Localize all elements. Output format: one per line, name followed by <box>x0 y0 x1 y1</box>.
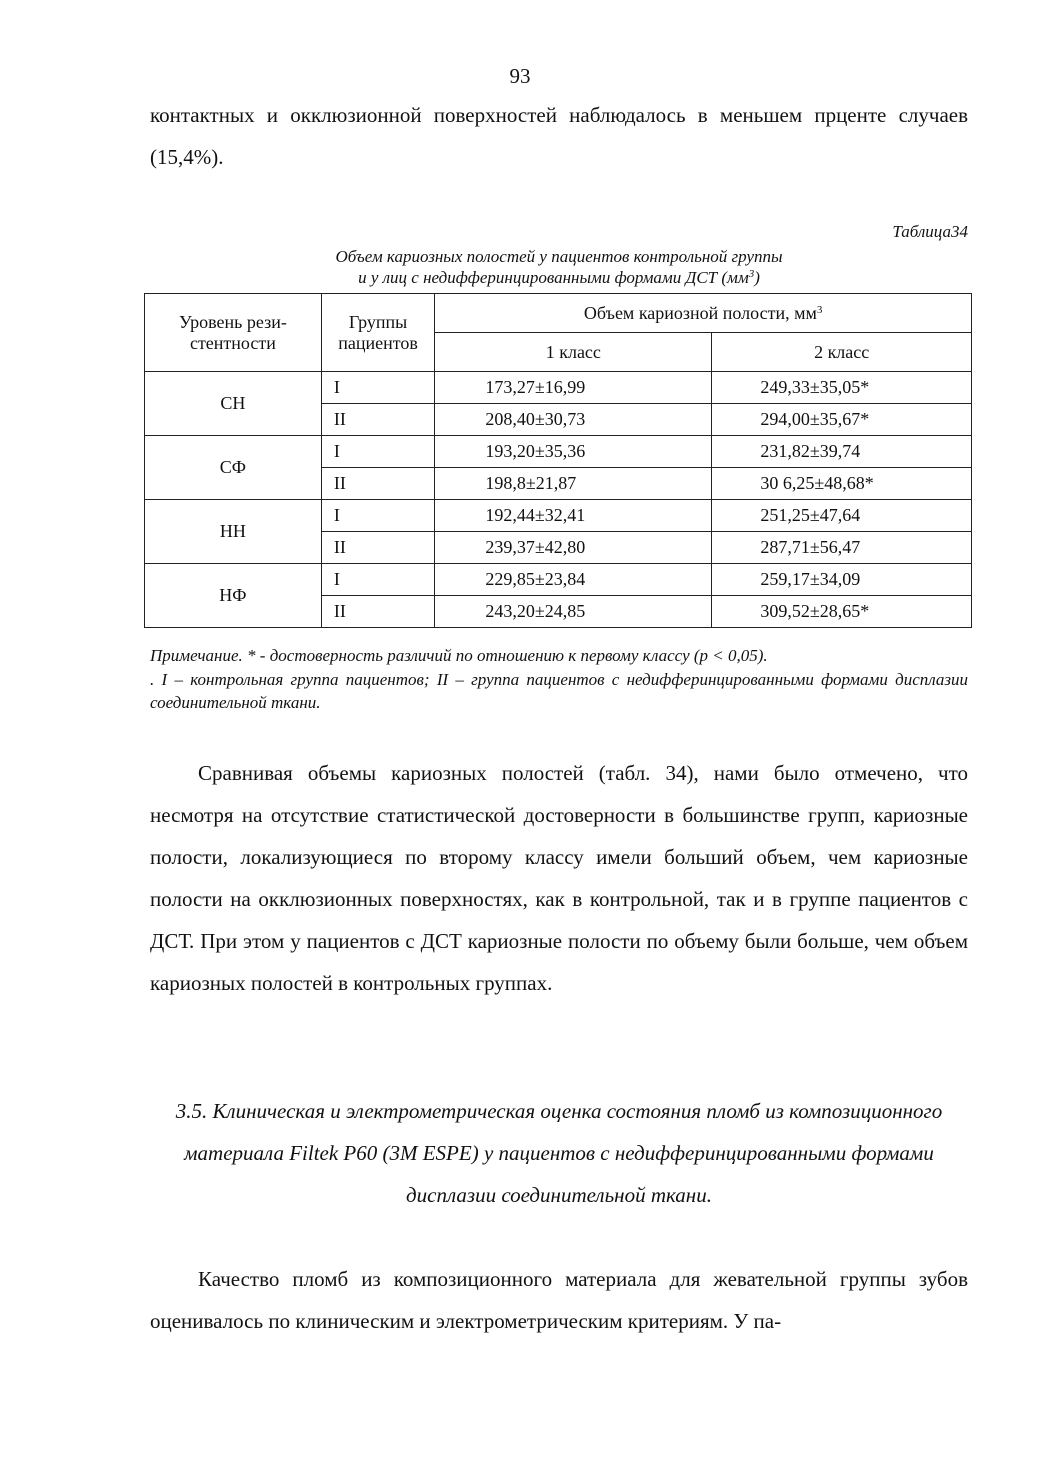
class1-cell: 173,27±16,99 <box>435 372 712 404</box>
class2-cell: 294,00±35,67* <box>712 404 972 436</box>
group-cell: I <box>321 436 434 468</box>
intro-paragraph: контактных и окклюзионной поверхностей наблюдалось в меньшем прценте случаев (15,4%). <box>150 103 968 169</box>
table-note-line1: Примечание. * - достоверность различий по отношению к первому классу (р < 0,05). <box>150 646 768 665</box>
page-number: 93 <box>509 64 531 88</box>
section-heading: 3.5. Клиническая и электрометрическая оценка состояния пломб из композиционного материала Filtek P60 (3M ESPE) у пациентов с недифферинцированными формами дисплазии соединительной ткани. <box>175 1099 943 1207</box>
table-caption-line2-text: и у лиц с недифферинцированными формами ДСТ (мм <box>358 268 749 287</box>
level-cell: СФ <box>145 436 322 500</box>
class1-cell: 198,8±21,87 <box>435 468 712 500</box>
header-volume <box>435 294 972 333</box>
caries-volume-table <box>144 293 972 628</box>
group-cell: II <box>321 596 434 628</box>
table-caption-line2 <box>150 267 968 288</box>
level-cell: СН <box>145 372 322 436</box>
table-row <box>145 436 972 468</box>
header-volume-text: Объем кариозной полости, мм <box>583 302 817 323</box>
header-groups: Группы пациентов <box>321 294 434 372</box>
class1-cell: 193,20±35,36 <box>435 436 712 468</box>
table-label: Таблица34 <box>892 222 968 241</box>
group-cell: II <box>321 468 434 500</box>
class1-cell: 192,44±32,41 <box>435 500 712 532</box>
class2-cell: 287,71±56,47 <box>712 532 972 564</box>
group-cell: I <box>321 372 434 404</box>
table-row <box>145 564 972 596</box>
quality-paragraph: Качество пломб из композиционного материала для жевательной группы зубов оценивалось по клиническим и электрометрическим критериям. У па- <box>150 1267 968 1333</box>
level-cell: НН <box>145 500 322 564</box>
table-note-line2: . I – контрольная группа пациентов; II – группа пациентов с недифферинцированными формами дисплазии соединительной ткани. <box>150 670 968 712</box>
class1-cell: 239,37±42,80 <box>435 532 712 564</box>
class1-cell: 208,40±30,73 <box>435 404 712 436</box>
header-level: Уровень рези-стентности <box>145 294 322 372</box>
header-class2: 2 класс <box>712 333 972 372</box>
table-caption-line1: Объем кариозных полостей у пациентов контрольной группы <box>335 247 783 266</box>
table-caption-line2-close: ) <box>754 268 760 287</box>
level-cell: НФ <box>145 564 322 628</box>
class2-cell: 30 6,25±48,68* <box>712 468 972 500</box>
group-cell: II <box>321 404 434 436</box>
group-cell: I <box>321 500 434 532</box>
class2-cell: 231,82±39,74 <box>712 436 972 468</box>
class2-cell: 309,52±28,65* <box>712 596 972 628</box>
header-class1: 1 класс <box>435 333 712 372</box>
table-caption <box>150 246 968 288</box>
class2-cell: 249,33±35,05* <box>712 372 972 404</box>
table-row <box>145 500 972 532</box>
table-row <box>145 372 972 404</box>
class2-cell: 259,17±34,09 <box>712 564 972 596</box>
table-header-row <box>145 294 972 333</box>
group-cell: II <box>321 532 434 564</box>
class1-cell: 229,85±23,84 <box>435 564 712 596</box>
group-cell: I <box>321 564 434 596</box>
comparison-paragraph: Сравнивая объемы кариозных полостей (табл. 34), нами было отмечено, что несмотря на отсутствие статистической достоверности в большинстве групп, кариозные полости, локализующиеся по второму классу имели больший объем, чем кариозные полости на окклюзионных поверхностях, как в контрольной, так и в группе пациентов с ДСТ. При этом у пациентов с ДСТ кариозные полости по объему были больше, чем объем кариозных полостей в контрольных группах. <box>150 761 968 995</box>
class1-cell: 243,20±24,85 <box>435 596 712 628</box>
class2-cell: 251,25±47,64 <box>712 500 972 532</box>
table-caption-unit-sup: 3 <box>748 268 755 280</box>
header-volume-sup: 3 <box>816 303 823 316</box>
